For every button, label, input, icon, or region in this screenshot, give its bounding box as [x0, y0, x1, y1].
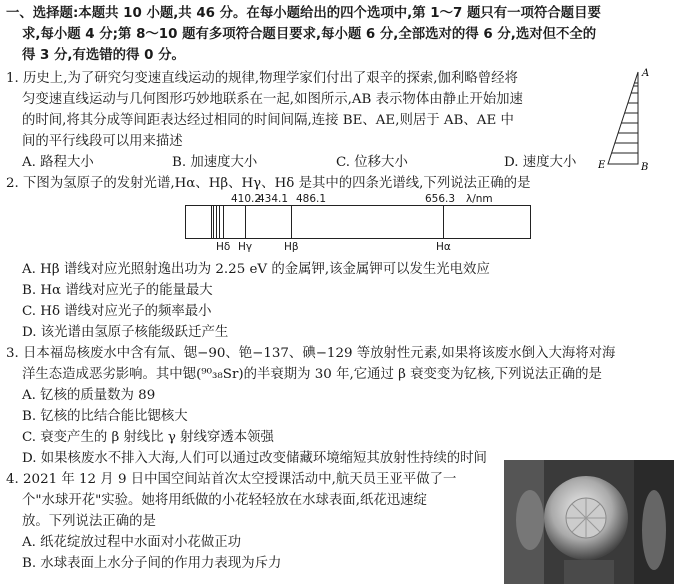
section-header-line3: 得 3 分,有选错的得 0 分。 — [22, 48, 185, 63]
q1-line: 的时间,将其分成等间距表达经过相同的时间间隔,连接 BE、AE,则居于 AB、AE 中 — [22, 113, 514, 128]
q3-line: 洋生态造成恶劣影响。其中锶(⁹⁰₃₈Sr)的半衰期为 30 年,它通过 β 衰变变为钇核,下列说法正确的是 — [22, 367, 602, 382]
spectrum-line-h-beta — [291, 206, 292, 238]
q1-line: 匀变速直线运动与几何图形巧妙地联系在一起,如图所示,AB 表示物体由静止开始加速 — [22, 92, 523, 107]
q1-option-c[interactable]: C. 位移大小 — [336, 155, 408, 170]
q4-option-b[interactable]: B. 水球表面上水分子间的作用力表现为斥力 — [22, 556, 282, 571]
q3-option-b[interactable]: B. 钇核的比结合能比锶核大 — [22, 409, 188, 424]
q1-triangle-figure — [598, 64, 682, 176]
q3-option-d[interactable]: D. 如果核废水不排入大海,人们可以通过改变储藏环境缩短其放射性持续的时间 — [22, 451, 487, 466]
wavelength-label: 434.1 — [258, 193, 289, 205]
spectrum-line-label: Hα — [436, 241, 451, 253]
spectrum-line-label: Hγ — [238, 241, 253, 253]
q1-line: 1. 历史上,为了研究匀变速直线运动的规律,物理学家们付出了艰辛的探索,伽利略曾经将 — [6, 71, 518, 86]
q1-option-a[interactable]: A. 路程大小 — [22, 155, 94, 170]
q1-label-b: B — [641, 162, 649, 173]
q1-option-d[interactable]: D. 速度大小 — [504, 155, 577, 170]
q2-option-a[interactable]: A. Hβ 谱线对应光照射逸出功为 2.25 eV 的金属钾,该金属钾可以发生光电效应 — [22, 262, 490, 277]
spectrum-line-label: Hδ — [216, 241, 231, 253]
spectrum-line — [211, 206, 212, 238]
q2-option-b[interactable]: B. Hα 谱线对应光子的能量最大 — [22, 283, 213, 298]
wavelength-label: 486.1 — [296, 193, 327, 205]
q1-label-a: A — [642, 68, 650, 79]
section-header-line2: 求,每小题 4 分;第 8～10 题有多项符合题目要求,每小题 6 分,全部选对的得 6 分,选对但不全的 — [22, 27, 597, 42]
q1-parallel-lines — [612, 83, 638, 153]
section-header-line1: 一、选择题:本题共 10 小题,共 46 分。在每小题给出的四个选项中,第 1～7 题只有一项符合题目要 — [6, 6, 601, 21]
spectrum-box — [185, 205, 531, 239]
q3-option-c[interactable]: C. 衰变产生的 β 射线比 γ 射线穿透本领强 — [22, 430, 274, 445]
spectrum-line-h-delta — [223, 206, 224, 238]
q4-line: 放。下列说法正确的是 — [22, 514, 156, 529]
q3-option-a[interactable]: A. 钇核的质量数为 89 — [22, 388, 156, 403]
wavelength-unit: λ/nm — [466, 193, 493, 205]
spectrum-line — [219, 206, 220, 238]
wavelength-label: 656.3 — [425, 193, 456, 205]
spectrum-line-label: Hβ — [284, 241, 299, 253]
q2-option-c[interactable]: C. Hδ 谱线对应光子的频率最小 — [22, 304, 212, 319]
spectrum-line-h-alpha — [443, 206, 444, 238]
q1-label-e: E — [598, 160, 606, 171]
q4-line: 4. 2021 年 12 月 9 日中国空间站首次太空授课活动中,航天员王亚平做了一 — [6, 472, 457, 487]
q4-option-a[interactable]: A. 纸花绽放过程中水面对小花做正功 — [22, 535, 242, 550]
spectrum-line-h-gamma — [245, 206, 246, 238]
q2-option-d[interactable]: D. 该光谱由氢原子核能级跃迁产生 — [22, 325, 229, 340]
q3-line: 3. 日本福岛核废水中含有氚、锶−90、铯−137、碘−129 等放射性元素,如果将该废水倒入大海将对海 — [6, 346, 616, 361]
wavelength-label: 410.2 — [231, 193, 262, 205]
q1-line: 间的平行线段可以用来描述 — [22, 134, 183, 149]
q4-line: 个"水球开花"实验。她将用纸做的小花轻轻放在水球表面,纸花迅速绽 — [22, 493, 427, 508]
q1-option-b[interactable]: B. 加速度大小 — [172, 155, 258, 170]
q2-stem: 2. 下图为氢原子的发射光谱,Hα、Hβ、Hγ、Hδ 是其中的四条光谱线,下列说法正确的是 — [6, 176, 531, 191]
spectrum-line — [213, 206, 214, 238]
astronaut-water-ball-photo — [504, 460, 674, 584]
spectrum-line — [216, 206, 217, 238]
